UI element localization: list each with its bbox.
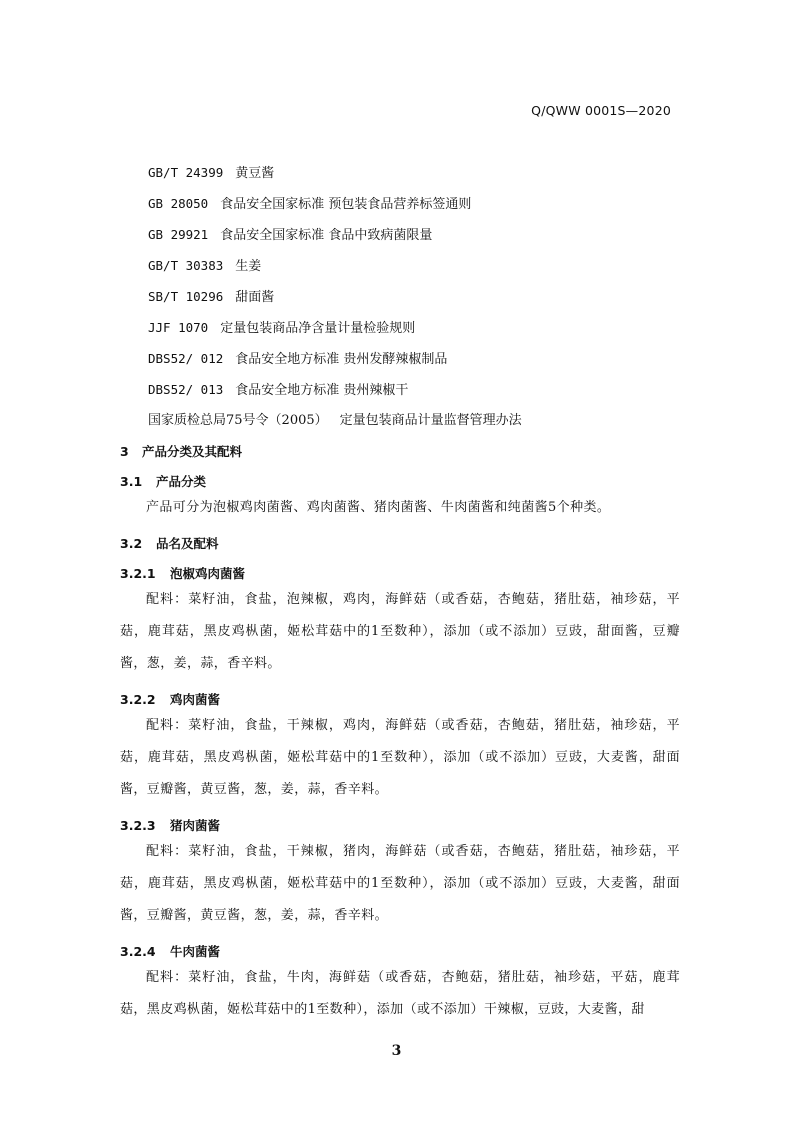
reference-title: 食品安全地方标准 贵州发酵辣椒制品 — [235, 352, 448, 367]
reference-item — [148, 286, 708, 317]
clause-number: 3.2.4 — [120, 944, 156, 959]
reference-code: GB 28050 — [148, 196, 209, 211]
clause-heading — [120, 564, 680, 584]
paragraph: 配料：菜籽油，食盐，牛肉，海鲜菇（或香菇，杏鲍菇，猪肚菇，袖珍菇，平菇，鹿茸菇，黑皮鸡枞菌，姬松茸菇中的1至数种），添加（或不添加）干辣椒，豆豉，大麦酱，甜 — [120, 970, 680, 1017]
section-number: 3 — [120, 444, 129, 459]
clause-number: 3.2.2 — [120, 692, 156, 707]
reference-item — [148, 348, 708, 379]
clause-heading — [120, 942, 680, 962]
section-title: 产品分类及其配料 — [142, 444, 243, 459]
subsection-heading — [120, 472, 680, 492]
paragraph: 产品可分为泡椒鸡肉菌酱、鸡肉菌酱、猪肉菌酱、牛肉菌酱和纯菌酱5个种类。 — [146, 500, 611, 515]
reference-title: 定量包装商品计量监督管理办法 — [339, 413, 522, 428]
paragraph: 配料：菜籽油，食盐，泡辣椒，鸡肉，海鲜菇（或香菇，杏鲍菇，猪肚菇，袖珍菇，平菇，鹿茸菇，黑皮鸡枞菌，姬松茸菇中的1至数种），添加（或不添加）豆豉，甜面酱，豆瓣酱，葱，姜，蒜，香辛料。 — [120, 592, 680, 671]
subsection-title: 品名及配料 — [156, 536, 219, 551]
clause-number: 3.2.3 — [120, 818, 156, 833]
reference-item — [148, 224, 708, 255]
reference-code: GB/T 24399 — [148, 165, 224, 180]
reference-code: DBS52/ 013 — [148, 382, 224, 397]
clause-heading — [120, 816, 680, 836]
section-heading — [120, 442, 680, 462]
reference-code: GB 29921 — [148, 227, 209, 242]
clause-title: 鸡肉菌酱 — [170, 692, 221, 707]
reference-title: 甜面酱 — [235, 290, 275, 305]
subsection-title: 产品分类 — [156, 474, 207, 489]
section-3 — [120, 442, 680, 1026]
reference-item — [148, 193, 708, 224]
reference-item — [148, 410, 708, 441]
reference-item — [148, 379, 708, 410]
subsection-number: 3.1 — [120, 474, 143, 489]
reference-code: SB/T 10296 — [148, 289, 224, 304]
reference-title: 食品安全国家标准 预包装食品营养标签通则 — [220, 197, 472, 212]
reference-item — [148, 255, 708, 286]
reference-code: GB/T 30383 — [148, 258, 224, 273]
subsection-heading — [120, 534, 680, 554]
reference-code: JJF 1070 — [148, 320, 209, 335]
reference-item — [148, 162, 708, 193]
clause-title: 猪肉菌酱 — [170, 818, 221, 833]
clause-title: 牛肉菌酱 — [170, 944, 221, 959]
document-code: Q/QWW 0001S—2020 — [531, 103, 671, 118]
reference-title: 定量包装商品净含量计量检验规则 — [220, 321, 416, 336]
clause-heading — [120, 690, 680, 710]
reference-code: DBS52/ 012 — [148, 351, 224, 366]
clause-title: 泡椒鸡肉菌酱 — [170, 566, 246, 581]
normative-references-list — [148, 162, 708, 441]
reference-title: 食品安全地方标准 贵州辣椒干 — [235, 383, 409, 398]
subsection-number: 3.2 — [120, 536, 143, 551]
page-number: 3 — [391, 1043, 402, 1059]
reference-title: 食品安全国家标准 食品中致病菌限量 — [220, 228, 433, 243]
reference-title: 生姜 — [235, 259, 262, 274]
clause-number: 3.2.1 — [120, 566, 156, 581]
paragraph: 配料：菜籽油，食盐，干辣椒，猪肉，海鲜菇（或香菇，杏鲍菇，猪肚菇，袖珍菇，平菇，鹿茸菇，黑皮鸡枞菌，姬松茸菇中的1至数种），添加（或不添加）豆豉，大麦酱，甜面酱，豆瓣酱，黄豆酱，葱，姜，蒜，香辛料。 — [120, 844, 680, 923]
reference-code: 国家质检总局75号令（2005） — [148, 413, 328, 428]
reference-title: 黄豆酱 — [235, 166, 275, 181]
paragraph: 配料：菜籽油，食盐，干辣椒，鸡肉，海鲜菇（或香菇，杏鲍菇，猪肚菇，袖珍菇，平菇，鹿茸菇，黑皮鸡枞菌，姬松茸菇中的1至数种），添加（或不添加）豆豉，大麦酱，甜面酱，豆瓣酱，黄豆酱，葱，姜，蒜，香辛料。 — [120, 718, 680, 797]
reference-item — [148, 317, 708, 348]
